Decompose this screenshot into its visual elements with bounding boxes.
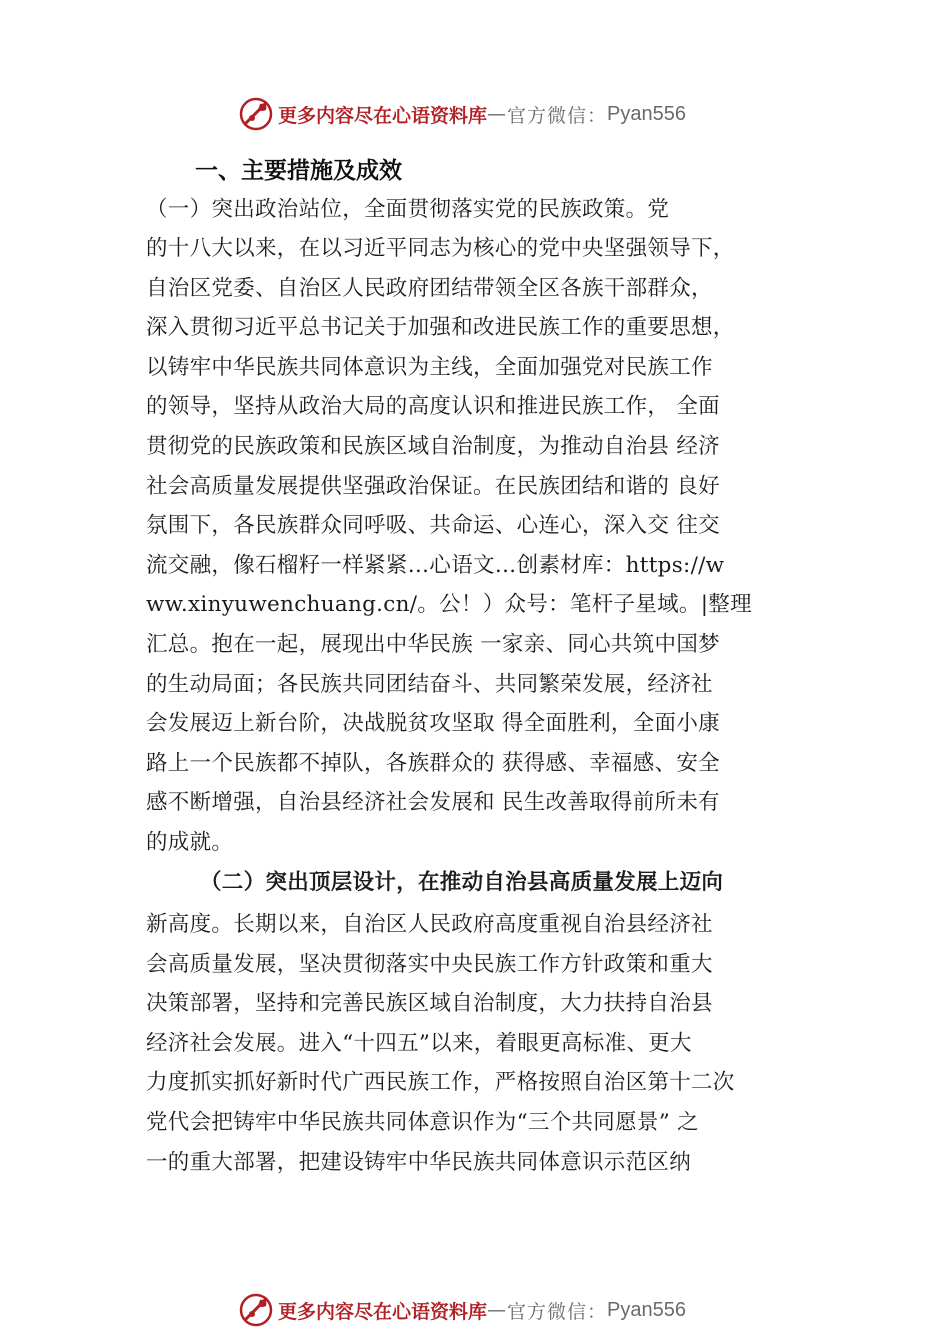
- subsection-heading-line: （二）突出顶层设计，在推动自治县高质量发展上迈向: [200, 870, 724, 895]
- logo-icon: [238, 96, 274, 132]
- text-line: 自治区党委、自治区人民政府团结带领全区各族干部群众，: [146, 276, 713, 301]
- text-line: 决策部署，坚持和完善民族区域自治制度，大力扶持自治县: [146, 991, 713, 1016]
- text-line: 经济社会发展。进入“十四五”以来，着眼更高标准、更大: [146, 1031, 692, 1056]
- text-line: （一）突出政治站位，全面贯彻落实党的民族政策。党: [146, 197, 670, 222]
- text-line: 路上一个民族都不掉队，各族群众的 获得感、幸福感、安全: [146, 751, 720, 776]
- text-line: 氛围下，各民族群众同呼吸、共命运、心连心，深入交 往交: [146, 513, 720, 538]
- banner-title: 更多内容尽在心语资料库: [278, 1300, 488, 1323]
- banner-wechat-id: Pyan556: [607, 1298, 686, 1321]
- bottom-banner: [238, 1290, 686, 1330]
- banner-wechat-label: 官方微信：: [507, 1300, 608, 1323]
- banner-wechat-id: Pyan556: [607, 102, 686, 125]
- text-line: 会高质量发展，坚决贯彻落实中央民族工作方针政策和重大: [146, 952, 713, 977]
- text-line: 的成就。: [146, 830, 234, 855]
- text-line: 感不断增强，自治县经济社会发展和 民生改善取得前所未有: [146, 790, 720, 815]
- banner-separator: —: [487, 103, 508, 125]
- text-line: 汇总。抱在一起，展现出中华民族 一家亲、同心共筑中国梦: [146, 632, 720, 657]
- text-line: 的生动局面；各民族共同团结奋斗、共同繁荣发展，经济社: [146, 672, 713, 697]
- text-line: 的领导，坚持从政治大局的高度认识和推进民族工作， 全面: [146, 394, 720, 419]
- text-line: 贯彻党的民族政策和民族区域自治制度，为推动自治县 经济: [146, 434, 720, 459]
- text-line: 深入贯彻习近平总书记关于加强和改进民族工作的重要思想，: [146, 315, 735, 340]
- text-line: 一的重大部署，把建设铸牢中华民族共同体意识示范区纳: [146, 1150, 692, 1175]
- section-heading: 一、主要措施及成效: [195, 158, 402, 184]
- text-line: 党代会把铸牢中华民族共同体意识作为“三个共同愿景” 之: [146, 1110, 699, 1135]
- text-line: 力度抓实抓好新时代广西民族工作，严格按照自治区第十二次: [146, 1070, 735, 1095]
- text-line: 社会高质量发展提供坚强政治保证。在民族团结和谐的 良好: [146, 474, 720, 499]
- text-line: 流交融，像石榴籽一样紧紧…心语文…创素材库：https://w: [146, 553, 725, 578]
- banner-separator: —: [487, 1299, 508, 1321]
- text-line: 以铸牢中华民族共同体意识为主线，全面加强党对民族工作: [146, 355, 713, 380]
- text-line: 的十八大以来，在以习近平同志为核心的党中央坚强领导下，: [146, 236, 735, 261]
- logo-icon: [238, 1292, 274, 1328]
- text-line: ww.xinyuwenchuang.cn/。公！）众号：笔杆子星域。|整理: [146, 592, 752, 617]
- text-line: 新高度。长期以来，自治区人民政府高度重视自治县经济社: [146, 912, 713, 937]
- banner-wechat-label: 官方微信：: [507, 104, 608, 127]
- text-line: 会发展迈上新台阶，决战脱贫攻坚取 得全面胜利，全面小康: [146, 711, 720, 736]
- top-banner: [238, 94, 686, 134]
- banner-title: 更多内容尽在心语资料库: [278, 104, 488, 127]
